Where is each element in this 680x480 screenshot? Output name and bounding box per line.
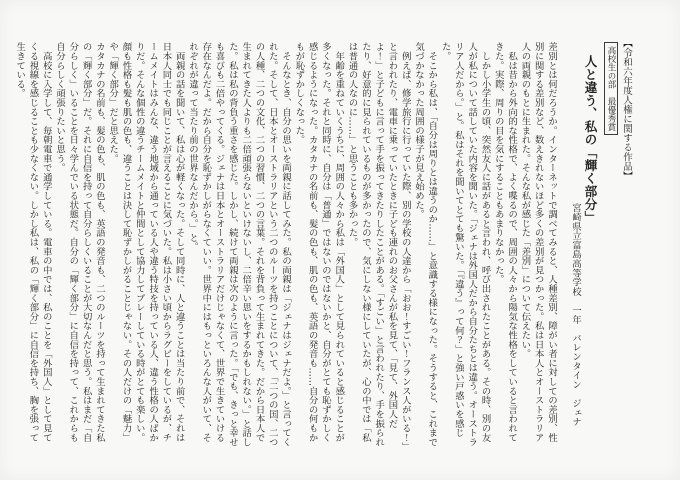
paragraph-9: カタカナの名前も、髪の色も、肌の色も、英語の発音も、二つのルーツを持って生まれてきた私の「輝く部分」だ。それに自信を持って自分らしくいることが大切なんだと思う。私はまだ「自分らしく」いることを日々学んでいる状態だ。自分の「輝く部分」に自信を持って、これからも自分らしく頑張りたいと思う。: [54, 42, 105, 442]
essay-body: [14, 42, 558, 448]
paragraph-2: 私は昔から外向的な性格で、よく喋るので、周囲の人々から陽気な性格をしていると言われてきた。実際、周りの目を気にすることもあまりなかった。: [492, 42, 518, 442]
paragraph-5: 例えば、修学旅行に行っていた際、別の学校の人達から「おお！すごい！フランス人がいる！」と言われたり、電車に乗っていたときに子ども連れのお父さんが私を見て、「見て、外国人だよ！」と子どもに言って手を振ってきたりしたことがある。「すごい」と言われたり、手を振られたり、好意的に見られているものが多かったので、気にしない様にしていたが、心の中では「私は普通の人なのに……」と思うことも多かった。: [346, 42, 411, 447]
author-line: 宮崎県立富島高等学校 一年 バレンタイン ジェナ: [570, 203, 581, 427]
essay-title: 人と違う、私の「輝く部分」: [583, 55, 598, 224]
paragraph-8: 両親の話を聞いて、私は心が軽くなった。そして同時に、人と違うことは当たり前で、それは日本人同士でも同じことが言えることに気づいた。私は小さい頃からラグビーをしているが、チームメイトはみんな、違う地域から通っている人や違う特技を持っている人、違う性格の人ばかりだ。そんな個性の違うチームメイトと仲間として協力してプレーしている時がとても楽しい。顔も性格も髪も肌の色も、違うことは決して恥ずかしがることじゃない。その人だけの「魅力」や「輝く部分」だと思えた。: [107, 42, 185, 442]
paragraph-7: そんなとき、自分の思いを両親に話してみた。私の両親は「ジェナはジェナだよ。」と言ってくれた。そして、日本とオーストラリアという二つのルーツを持つことについて、「二つの国、二つの人種、二つの文化、二つの習慣、二つの言葉。それを背負って生まれてきた。だから日本人で生まれてきた人よりも二倍頑張らないといけないし、二倍辛い思いをするかもしれない。」と話した。私は私の背負う重さを感じた。しかし、続けて両親は次のように言った。「でも、きっと幸せも喜びも二倍やってくる。ジェナは日本とオーストラリアだけじゃなくて、世界で生きていける存在なんだよ。だから自分を恥ずかしがらなくていい。世界中にはもっといろんな人がいて、それぞれが違って当たり前の世界なんだから。」と。: [186, 42, 292, 447]
paragraph-3: しかし小学生の頃、突然友人に話があると言われ、呼び出されたことがある。その時、別の友人が私について話していた内容を聞いた。「ジェナは外国人だから自分たちとは違う。オーストラリア人だから。」と。私はそれを聞いてとても驚いた。「『違う』って何？」と強い戸惑いを感じた。: [439, 42, 491, 447]
paragraph-10: 高校に入学して、毎朝電車で通学している。電車の中では、私のことを「外国人」として見てくる視線を感じることも少なくない。しかし私は、私の「輝く部分」に自信を持ち、胸を張って生きている。: [14, 42, 52, 442]
contest-header: 【令和六年度人権に関する作品】: [621, 38, 632, 181]
award-badge: 高校生の部 最優秀賞: [604, 42, 618, 135]
paragraph-4: そこから私は、「自分は周りとは違うのか……」と意識する様になった。そうすると、これまで気づかなかった周囲の様子が見え始めた。: [413, 42, 438, 447]
paragraph-6: 年齢を重ねていくうちに、周囲の人々から私は「外国人」として見られていると感じることが多くなった。それと同時に、自分は「普通」ではないのではないかと、自分がとても恥ずかしく感じるようになった。カタカナの名前も、髪の色も、肌の色も、英語の発音も……自分の何もかもが恥ずかしくなった。: [293, 42, 345, 442]
paragraph-1: 差別とは何だろうか。インターネットで調べてみると、人種差別、障がい者に対しての差別、性別に関する差別など、数えきれないほど多くの差別が見つかった。私は日本人とオーストラリア人の両親のもとに生まれた。そんな私が感じた「差別」について伝えたい。: [519, 42, 557, 442]
